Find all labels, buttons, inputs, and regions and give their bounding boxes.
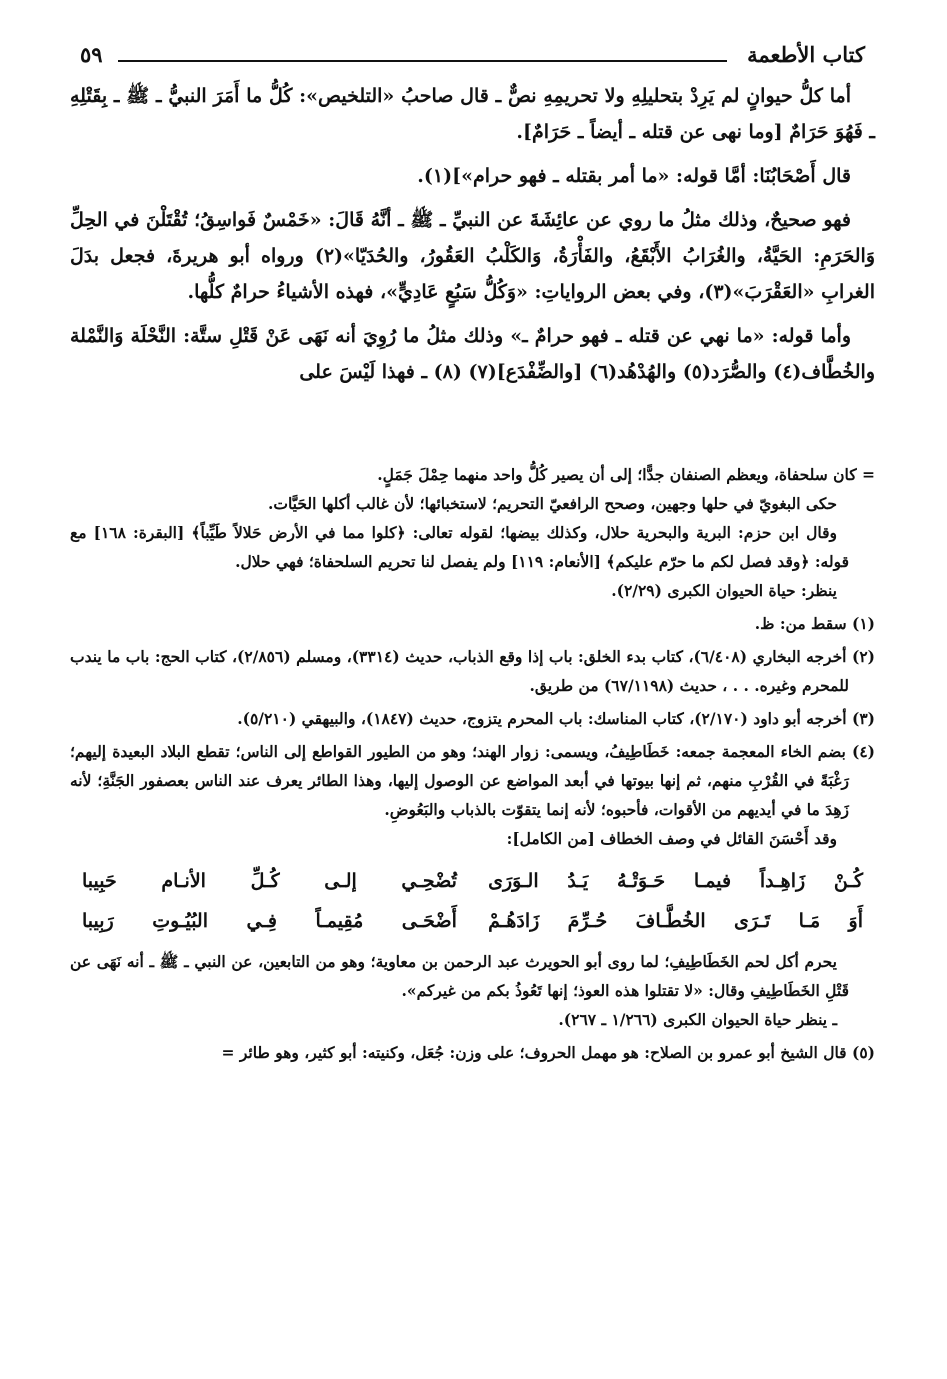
footnote-item: (٣) أخرجه أبو داود (٢/١٧٠)، كتاب المناسك: باب المحرم يتزوج، حديث (١٨٤٧)، والبيهقي (٥/٢١٠). [237,709,875,728]
main-text [70,78,875,390]
body-paragraph: قال أَصْحَابُنَا: أمَّا قوله: «ما أمر بقتله ـ فهو حرام»](١). [417,165,851,187]
footnote-item: (٤) بضم الخاء المعجمة جمعه: خَطَاطِيفُ، ويسمى: زوار الهند؛ وهو من الطيور القواطع إلى الناس؛ تقطع البلاد البعيدة إليهم؛ رَغْبَةً في القُرْبِ منهم، ثم إنها بيوتها في أبعد المواضع عن الوصول إليها، وهذا الطائر يعرف عند الناس بعصفور الجَنَّةِ؛ لأنه زَهِدَ ما في أيديهم من الأقوات، فأحبوه؛ لأنه إنما يتقوّت بالذباب والبَعُوضِ. [70,742,875,819]
footnote-item: (١) سقط من: ظ. [754,614,875,633]
footnote-reference: ينظر: حياة الحيوان الكبرى (٢/٢٩). [611,581,837,600]
footnote-continuation: = كان سلحفاة، ويعظم الصنفان جدًّا؛ إلى أن يصير كُلُّ واحد منهما حِمْلَ جَمَلٍ. [377,465,875,484]
body-paragraph: وأما قوله: «ما نهي عن قتله ـ فهو حرامٌ ـ» وذلك مثلُ ما رُوِيَ أنه نَهَى عَنْ قَتْلِ ستَّة: النَّحْلَة وَالنَّمْلة والخُطَّاف(٤) والصُّرَد(٥) والهُدْهُد(٦) [والضِّفْدَع](٧) (٨) ـ فهذا لَيْسَ على [70,325,875,383]
verse-first-hemistich: أَوَ مَـا تَـرَى الخُطَّـافَ حُـرِّمَ زَادَهُـمْ [488,910,863,932]
page-number: ٥٩ [80,42,103,67]
footnote-item: (٢) أخرجه البخاري (٦/٤٠٨)، كتاب بدء الخلق: باب إذا وقع الذباب، حديث (٣٣١٤)، ومسلم (٢/٨٥٦)، كتاب الحج: باب ما يندب للمحرم وغيره. . . ، حديث (٦٧/١١٩٨) من طريق. [70,647,875,695]
footnote-item: (٥) قال الشيخ أبو عمرو بن الصلاح: هو مهمل الحروف؛ على وزن: جُعَل، وكنيته: أبو كثير، وهو طائر = [221,1043,875,1062]
body-paragraph: أما كلُّ حيوانٍ لم يَرِدْ بتحليلِهِ ولا تحريمِهِ نصٌّ ـ قال صاحبُ «التلخيص»: كُلُّ ما أَمَرَ النبيُّ ـ ﷺ ـ بِقَتْلِهِ ـ فَهُوَ حَرَامٌ [وما نهى عن قتله ـ أيضاً ـ حَرَامٌ]. [70,85,875,143]
poem-verse [70,861,875,901]
footnotes [70,460,875,1067]
footnote-text: وقد أَحْسَنَ القائل في وصف الخطاف [من الكامل]: [506,829,837,848]
header-rule [118,60,727,62]
footnote-reference: ـ ينظر حياة الحيوان الكبرى (١/٢٦٦ ـ ٢٦٧). [558,1010,837,1029]
footnote-text: حكى البغويّ في حلها وجهين، وصحح الرافعيّ التحريم؛ لاستخبائها؛ لأن غالب أكلها الحَيَّات. [267,494,837,513]
book-chapter-title: كتاب الأطعمة [747,42,865,67]
verse-second-hemistich: أَضْحَـى مُقِيمـاً فِـي البُيُـوتِ رَبِيبا [82,910,457,932]
verse-first-hemistich: كُـنْ زَاهِـداً فيمـا حَـوَتْـهُ يَـدُ الـوَرَى [488,870,863,892]
poem-verse [70,901,875,941]
page [70,38,875,1067]
verse-second-hemistich: تُضْحِـي إلـى كُـلِّ الأنـام حَبِيبا [82,870,457,892]
footnote-text: يحرم أكل لحم الخَطَاطِيفِ؛ لما روى أبو الحويرث عبد الرحمن بن معاوية؛ وهو من التابعين، عن النبي ـ ﷺ ـ أنه نَهَى عن قَتْلِ الخَطَاطِيفِ وقال: «لا تقتلوا هذه العوذ؛ إنها تَعُوذُ بكم من غيركم». [70,952,849,1000]
poem [70,861,875,941]
footnote-text: وقال ابن حزم: البرية والبحرية حلال، وكذلك بيضها؛ لقوله تعالى: ﴿كلوا مما في الأرض حَلالاً طَيِّباً﴾ [البقرة: ١٦٨] مع قوله: ﴿وقد فصل لكم ما حرّم عليكم﴾ [الأنعام: ١١٩] ولم يفصل لنا تحريم السلحفاة؛ فهي حلال. [70,523,849,571]
running-header [70,38,875,78]
body-paragraph: فهو صحيحٌ، وذلك مثلُ ما روي عن عائِشَةَ عن النبيِّ ـ ﷺ ـ أنَّهُ قَالَ: «خَمْسٌ فَواسِقُ؛ تُقْتَلْنَ في الحِلِّ وَالحَرَمِ: الحَيَّةُ، والغُرَابُ الأَبْقَعُ، والفَأْرَةُ، وَالكَلْبُ العَقُورُ، والحُدَيّا»(٢) ورواه أبو هريرةَ، فجعل بدَلَ الغرابِ «العَقْرَبَ»(٣)، وفي بعض الرواياتِ: «وَكُلُّ سَبُعٍ عَادِيٍّ»، فهذه الأشياءُ حرامٌ كلُّها. [70,209,875,303]
